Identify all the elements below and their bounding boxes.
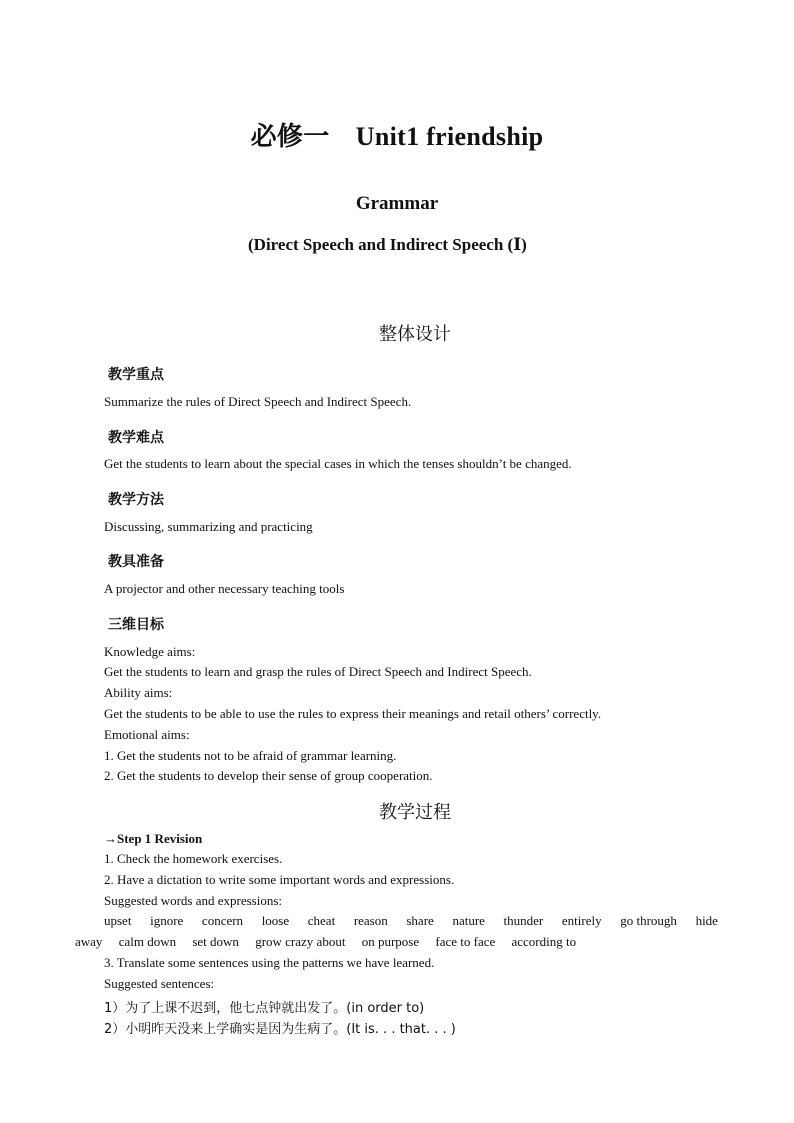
vocab-word: calm down [118, 934, 177, 949]
emotional-aims-label: Emotional aims: [104, 727, 190, 742]
vocab-word: set down [192, 934, 239, 949]
vocab-word: grow crazy about [255, 934, 346, 949]
emotional-aim-1: 1. Get the students not to be afraid of grammar learning. [104, 748, 397, 763]
vocab-word: thunder [503, 913, 544, 928]
vocab-word: reason [353, 913, 388, 928]
key-points-text: Summarize the rules of Direct Speech and Indirect Speech. [104, 394, 412, 409]
methods-text: Discussing, summarizing and practicing [104, 519, 313, 534]
vocab-word: share [406, 913, 434, 928]
tools-text: A projector and other necessary teaching tools [104, 581, 345, 596]
vocab-word: go through [620, 913, 677, 928]
step1-item-2: 2. Have a dictation to write some important words and expressions. [104, 872, 455, 887]
difficulties-text: Get the students to learn about the special cases in which the tenses shouldn’t be changed. [104, 456, 572, 471]
methods-heading: 教学方法 [108, 492, 164, 508]
knowledge-aims-text: Get the students to learn and grasp the rules of Direct Speech and Indirect Speech. [104, 664, 532, 679]
vocab-word: concern [201, 913, 244, 928]
lesson-topic: (Direct Speech and Indirect Speech (Ⅰ) [248, 235, 527, 254]
difficulties-heading: 教学难点 [108, 430, 164, 446]
vocab-word: entirely [561, 913, 602, 928]
tools-heading: 教具准备 [108, 554, 164, 570]
vocab-line-1 [104, 913, 718, 929]
vocab-word: hide [695, 913, 718, 928]
aims-heading: 三维目标 [108, 617, 164, 633]
step1-item-1: 1. Check the homework exercises. [104, 851, 283, 866]
sentence-1: 1）为了上课不迟到，他七点钟就出发了。(in order to) [104, 1001, 425, 1016]
step1-heading: →Step 1 Revision [104, 831, 203, 846]
vocab-word: away [75, 934, 103, 949]
knowledge-aims-label: Knowledge aims: [104, 644, 196, 659]
vocab-word: loose [261, 913, 290, 928]
step1-item-3: 3. Translate some sentences using the patterns we have learned. [104, 955, 435, 970]
suggested-sentences-label: Suggested sentences: [104, 976, 215, 991]
vocab-line-2 [75, 934, 589, 950]
grammar-subtitle: Grammar [355, 193, 439, 214]
emotional-aim-2: 2. Get the students to develop their sense of group cooperation. [104, 768, 433, 783]
vocab-word: face to face [435, 934, 496, 949]
key-points-heading: 教学重点 [108, 367, 164, 383]
ability-aims-text: Get the students to be able to use the rules to express their meanings and retail others’ correctly. [104, 706, 602, 721]
section-overall-design: 整体设计 [379, 324, 451, 345]
section-teaching-process: 教学过程 [379, 802, 451, 823]
vocab-word: ignore [150, 913, 184, 928]
page-title: 必修一 Unit1 friendship [250, 122, 544, 151]
ability-aims-label: Ability aims: [104, 685, 173, 700]
vocab-word: cheat [307, 913, 336, 928]
sentence-2: 2）小明昨天没来上学确实是因为生病了。(It is. . . that. . . ) [104, 1022, 456, 1037]
vocab-word: according to [511, 934, 577, 949]
vocab-word: upset [104, 913, 132, 928]
suggested-words-label: Suggested words and expressions: [104, 893, 283, 908]
vocab-word: nature [452, 913, 485, 928]
vocab-word: on purpose [361, 934, 420, 949]
